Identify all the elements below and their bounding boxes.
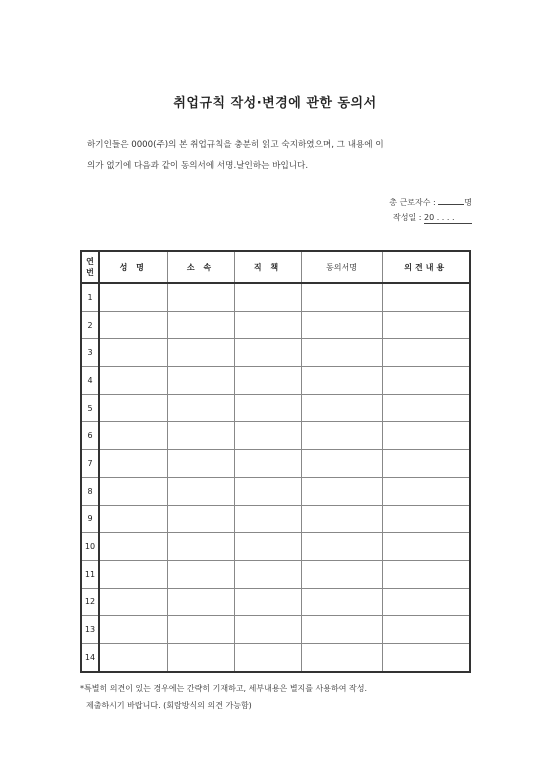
- position-cell: [234, 560, 301, 588]
- department-cell: [167, 283, 234, 311]
- footnote: [80, 680, 475, 714]
- opinion-cell: [382, 616, 470, 644]
- row-number: 7: [81, 450, 99, 478]
- department-cell: [167, 450, 234, 478]
- opinion-cell: [382, 588, 470, 616]
- signature-cell: [301, 505, 382, 533]
- department-cell: [167, 588, 234, 616]
- row-number: 9: [81, 505, 99, 533]
- date-value: 20 . . . .: [424, 213, 472, 224]
- opinion-cell: [382, 643, 470, 671]
- date-label: 작성일 :: [393, 213, 422, 222]
- signature-cell: [301, 283, 382, 311]
- table-row: [81, 422, 470, 450]
- position-cell: [234, 505, 301, 533]
- intro-line-2: 의가 없기에 다음과 같이 동의서에 서명.날인하는 바입니다.: [87, 161, 309, 171]
- name-cell: [99, 643, 167, 671]
- opinion-cell: [382, 283, 470, 311]
- name-cell: [99, 477, 167, 505]
- opinion-cell: [382, 505, 470, 533]
- position-cell: [234, 394, 301, 422]
- signature-cell: [301, 533, 382, 561]
- position-cell: [234, 311, 301, 339]
- opinion-cell: [382, 394, 470, 422]
- position-cell: [234, 339, 301, 367]
- intro-paragraph: [87, 135, 472, 177]
- name-cell: [99, 588, 167, 616]
- position-cell: [234, 367, 301, 395]
- row-number: 8: [81, 477, 99, 505]
- table-row: [81, 450, 470, 478]
- signature-cell: [301, 616, 382, 644]
- signature-cell: [301, 367, 382, 395]
- row-number: 10: [81, 533, 99, 561]
- name-cell: [99, 450, 167, 478]
- header-serial-part: 연: [86, 257, 94, 266]
- footnote-line-1: *특별히 의견이 있는 경우에는 간략히 기재하고, 세부내용은 별지를 사용하여 작성.: [80, 684, 367, 693]
- name-cell: [99, 367, 167, 395]
- name-cell: [99, 505, 167, 533]
- row-number: 3: [81, 339, 99, 367]
- table-row: [81, 283, 470, 311]
- department-cell: [167, 643, 234, 671]
- position-cell: [234, 616, 301, 644]
- table-row: [81, 643, 470, 671]
- opinion-cell: [382, 339, 470, 367]
- position-cell: [234, 533, 301, 561]
- consent-table: [80, 250, 471, 673]
- row-number: 4: [81, 367, 99, 395]
- row-number: 6: [81, 422, 99, 450]
- row-number: 1: [81, 283, 99, 311]
- header-serial-part: 번: [86, 268, 94, 277]
- table-row: [81, 560, 470, 588]
- name-cell: [99, 394, 167, 422]
- signature-cell: [301, 311, 382, 339]
- table-row: [81, 311, 470, 339]
- header-department: 소 속: [167, 251, 234, 283]
- opinion-cell: [382, 311, 470, 339]
- row-number: 5: [81, 394, 99, 422]
- signature-cell: [301, 422, 382, 450]
- name-cell: [99, 283, 167, 311]
- department-cell: [167, 477, 234, 505]
- department-cell: [167, 339, 234, 367]
- table-row: [81, 616, 470, 644]
- position-cell: [234, 422, 301, 450]
- position-cell: [234, 283, 301, 311]
- row-number: 12: [81, 588, 99, 616]
- table-row: [81, 394, 470, 422]
- opinion-cell: [382, 422, 470, 450]
- signature-cell: [301, 339, 382, 367]
- name-cell: [99, 339, 167, 367]
- row-number: 11: [81, 560, 99, 588]
- footnote-line-2: 제출하시기 바랍니다. (회람방식의 의견 가능함): [86, 701, 252, 710]
- intro-line-1: 하기인들은 0000(주)의 본 취업규칙을 충분히 읽고 숙지하였으며, 그 내용에 이: [87, 140, 384, 150]
- opinion-cell: [382, 367, 470, 395]
- department-cell: [167, 616, 234, 644]
- signature-cell: [301, 560, 382, 588]
- table-row: [81, 477, 470, 505]
- row-number: 2: [81, 311, 99, 339]
- name-cell: [99, 422, 167, 450]
- signature-cell: [301, 643, 382, 671]
- opinion-cell: [382, 560, 470, 588]
- opinion-cell: [382, 477, 470, 505]
- header-serial: [81, 251, 99, 283]
- position-cell: [234, 450, 301, 478]
- total-workers-line: [389, 194, 472, 208]
- signature-cell: [301, 588, 382, 616]
- position-cell: [234, 643, 301, 671]
- table-row: [81, 588, 470, 616]
- department-cell: [167, 533, 234, 561]
- name-cell: [99, 533, 167, 561]
- name-cell: [99, 616, 167, 644]
- position-cell: [234, 588, 301, 616]
- header-position: 직 책: [234, 251, 301, 283]
- header-signature: 동의서명: [301, 251, 382, 283]
- table-header-row: [81, 251, 470, 283]
- department-cell: [167, 505, 234, 533]
- date-line: [393, 212, 472, 224]
- table-row: [81, 367, 470, 395]
- opinion-cell: [382, 450, 470, 478]
- table-row: [81, 533, 470, 561]
- table-row: [81, 339, 470, 367]
- position-cell: [234, 477, 301, 505]
- table-body: [81, 283, 470, 672]
- table-row: [81, 505, 470, 533]
- opinion-cell: [382, 533, 470, 561]
- department-cell: [167, 394, 234, 422]
- row-number: 14: [81, 643, 99, 671]
- signature-cell: [301, 450, 382, 478]
- department-cell: [167, 422, 234, 450]
- header-opinion: 의견내용: [382, 251, 470, 283]
- document-title: 취업규칙 작성·변경에 관한 동의서: [173, 96, 377, 111]
- total-workers-unit: 명: [464, 198, 472, 207]
- total-workers-label: 총 근로자수 :: [389, 198, 436, 207]
- department-cell: [167, 560, 234, 588]
- department-cell: [167, 311, 234, 339]
- total-workers-blank: [438, 194, 464, 205]
- department-cell: [167, 367, 234, 395]
- signature-cell: [301, 394, 382, 422]
- row-number: 13: [81, 616, 99, 644]
- signature-cell: [301, 477, 382, 505]
- name-cell: [99, 560, 167, 588]
- header-name: 성 명: [99, 251, 167, 283]
- name-cell: [99, 311, 167, 339]
